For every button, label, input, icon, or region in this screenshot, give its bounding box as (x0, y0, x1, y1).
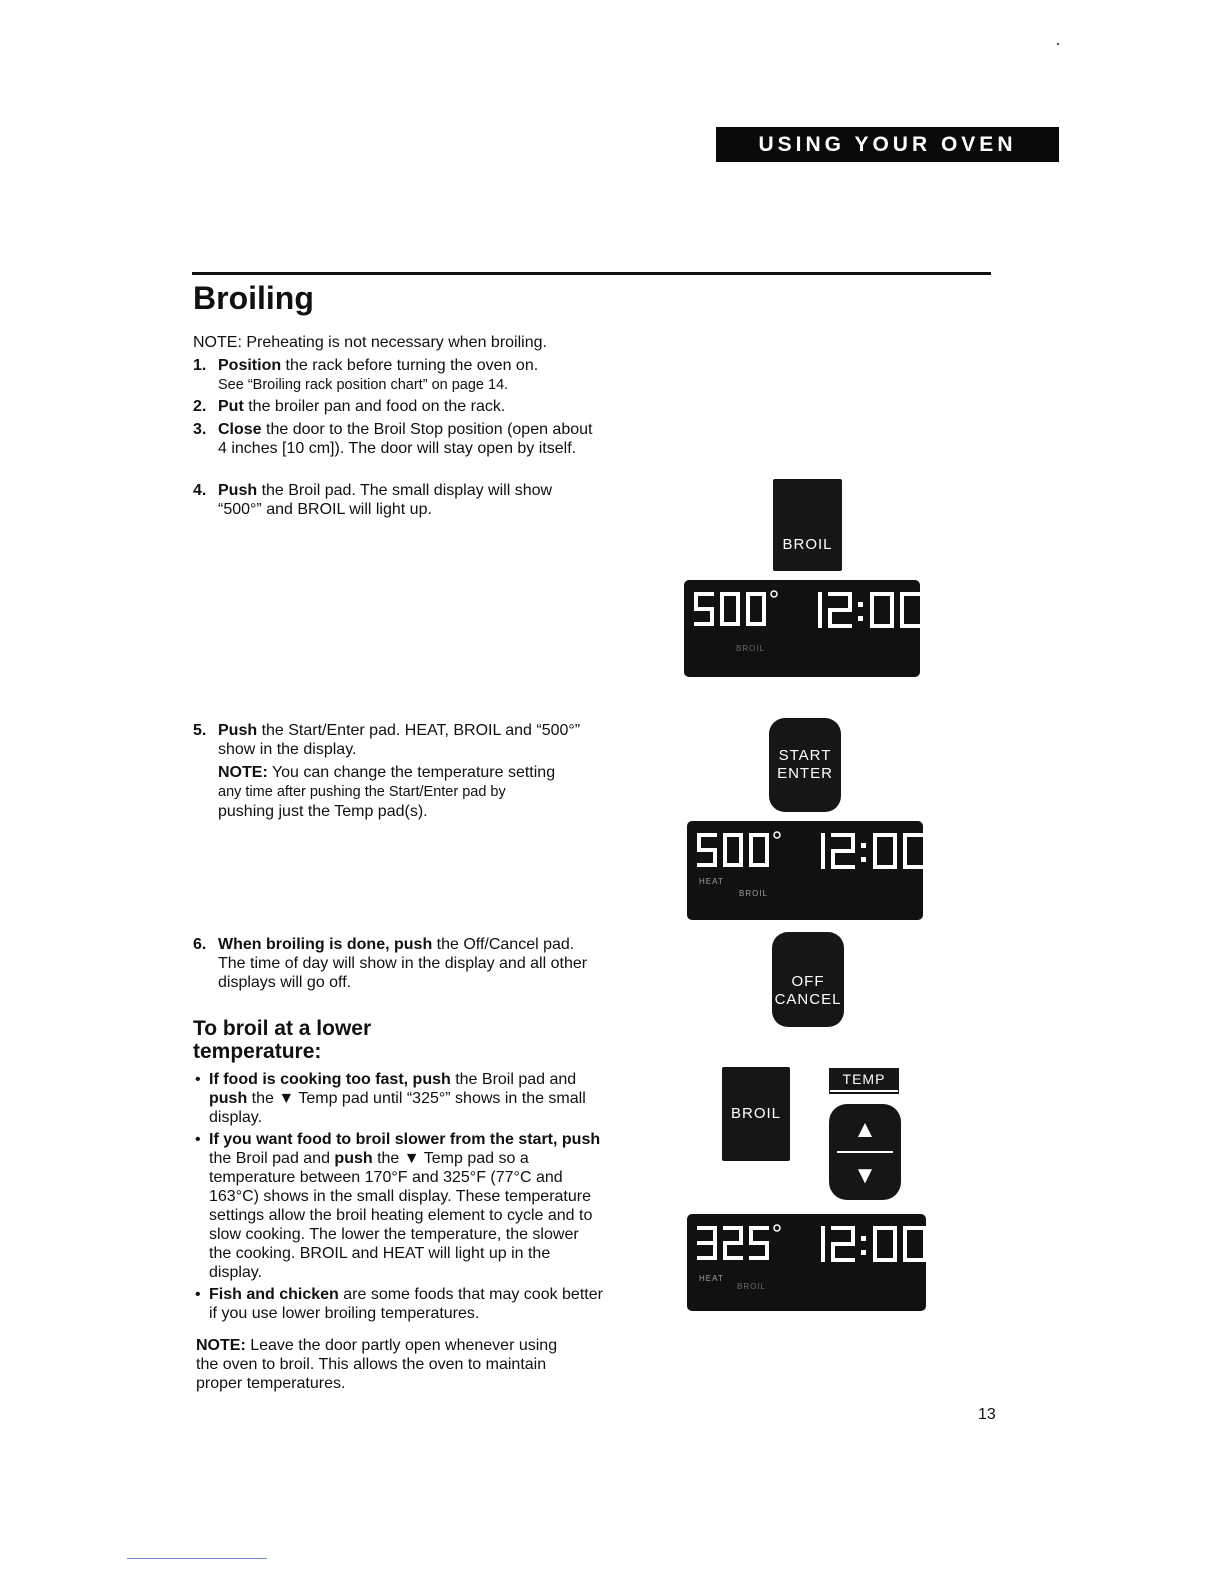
step-number: 5. (193, 722, 207, 739)
display-heat-indicator: HEAT (699, 1274, 724, 1283)
intro-note (193, 333, 547, 352)
display-segment (923, 1226, 926, 1244)
step-number: 3. (193, 421, 207, 438)
step-number: 1. (193, 357, 207, 374)
bullet-text: are some foods that may cook better if you use lower broiling temperatures. (209, 1286, 603, 1322)
display-segment (694, 622, 714, 626)
step-keyword: Push (218, 722, 258, 739)
off-cancel-pad[interactable] (772, 932, 844, 1027)
display-segment (694, 607, 714, 611)
page-number: 13 (978, 1406, 996, 1423)
display-segment (697, 863, 717, 867)
display-segment (723, 850, 727, 867)
display-digits (684, 580, 920, 677)
display-segment (821, 833, 825, 851)
display-segment (739, 1226, 743, 1243)
intro-note-label: NOTE: (193, 334, 242, 351)
bullet-keyword: Fish and chicken (209, 1286, 339, 1303)
display-segment (861, 1250, 866, 1255)
display-segment (821, 1244, 825, 1262)
display-segment (821, 1226, 825, 1244)
temp-arrow-pad[interactable] (829, 1104, 901, 1200)
display-segment (697, 833, 701, 850)
step-keyword: Close (218, 421, 262, 438)
step-keyword: Push (218, 482, 258, 499)
step-number: 4. (193, 482, 207, 499)
display-segment (851, 833, 855, 851)
bullet-dot: • (195, 1286, 201, 1303)
display-broil-indicator: BROIL (739, 889, 769, 898)
bullet-text: the Broil pad and (450, 1071, 577, 1088)
start-enter-pad[interactable] (769, 718, 841, 812)
display-segment (697, 1256, 717, 1260)
bullet-keyword: If you want food to broil slower from the start, push (209, 1131, 601, 1148)
display-segment (873, 1244, 877, 1262)
display-segment (861, 1236, 866, 1241)
step-1 (193, 356, 603, 395)
oven-display-2 (687, 821, 923, 920)
display-segment (903, 1244, 907, 1262)
display-segment (723, 1243, 727, 1260)
display-segment (903, 1226, 907, 1244)
lower-temp-bullets (195, 1070, 605, 1326)
broil-pad-label: BROIL (730, 1105, 781, 1122)
step-note-label: NOTE: (218, 764, 268, 781)
display-segment (861, 857, 866, 862)
step-keyword: Put (218, 398, 244, 415)
display-segment (713, 1226, 717, 1243)
step-text: the rack before turning the oven on. (281, 357, 539, 374)
temp-down-icon[interactable]: ▼ (853, 1162, 877, 1189)
display-segment (831, 851, 835, 869)
step-text: the Broil pad. The small display will show “500°” and BROIL will light up. (218, 482, 553, 518)
step-3 (193, 420, 593, 458)
display-segment (720, 609, 724, 626)
display-segment (818, 592, 822, 610)
display-segment (851, 1226, 855, 1244)
display-segment (858, 602, 863, 607)
display-segment (890, 592, 894, 610)
step-number: 6. (193, 936, 207, 953)
display-segment (746, 609, 750, 626)
broil-pad-label: BROIL (782, 536, 833, 553)
display-segment (873, 833, 877, 851)
display-segment (749, 833, 753, 850)
end-note-label: NOTE: (196, 1337, 246, 1354)
display-broil-indicator: BROIL (736, 644, 766, 653)
step-text: the Off/Cancel pad. The time of day will show in the display and all other displays will go off. (218, 936, 588, 991)
display-segment (848, 592, 852, 610)
step-text: the broiler pan and food on the rack. (243, 398, 506, 415)
display-degree-mark (771, 591, 777, 597)
intro-note-text: Preheating is not necessary when broiling. (241, 334, 547, 351)
display-segment (831, 849, 855, 853)
end-note (196, 1336, 576, 1393)
step-4 (193, 481, 593, 519)
bullet-dot: • (195, 1131, 201, 1148)
oven-display-3 (687, 1214, 926, 1311)
display-segment (861, 843, 866, 848)
lower-temp-heading (193, 1017, 371, 1063)
display-segment (746, 592, 750, 609)
bullet-keyword: If food is cooking too fast, push (209, 1071, 451, 1088)
display-segment (873, 1226, 877, 1244)
step-text: the Start/Enter pad. HEAT, BROIL and “500°” show in the display. (218, 722, 581, 758)
display-segment (828, 608, 852, 612)
temp-label: TEMP (829, 1068, 899, 1090)
display-segment (736, 592, 740, 609)
display-segment (720, 592, 724, 609)
display-segment (818, 610, 822, 628)
step-keyword: When broiling is done, push (218, 936, 433, 953)
cancel-label: CANCEL (774, 990, 842, 1008)
step-note-end: pushing just the Temp pad(s). (218, 803, 428, 820)
bullet-text: the Broil pad and (209, 1150, 335, 1167)
display-segment (723, 1241, 743, 1245)
display-digits (687, 821, 923, 920)
display-segment (821, 851, 825, 869)
title-rule (192, 272, 991, 275)
display-segment (903, 833, 907, 851)
display-segment (697, 848, 717, 852)
bullet-item (195, 1130, 605, 1282)
step-5-note (218, 763, 593, 821)
step-note-text: You can change the temperature setting (267, 764, 556, 781)
display-segment (765, 833, 769, 850)
step-5 (193, 721, 593, 821)
display-segment (873, 851, 877, 869)
display-segment (893, 833, 897, 851)
display-segment (828, 610, 832, 628)
display-segment (749, 850, 753, 867)
off-label: OFF (791, 972, 825, 990)
start-label: START (778, 747, 832, 764)
bullet-keyword-2: push (209, 1090, 248, 1107)
display-segment (870, 610, 874, 628)
display-segment (697, 1241, 717, 1245)
step-note-subtext: any time after pushing the Start/Enter pad by (218, 784, 506, 800)
bullet-dot: • (195, 1071, 201, 1088)
step-subtext: See “Broiling rack position chart” on page 14. (218, 377, 509, 393)
display-segment (723, 833, 727, 850)
display-segment (903, 851, 907, 869)
display-segment (749, 1241, 769, 1245)
display-segment (749, 1226, 753, 1243)
display-segment (858, 616, 863, 621)
step-number: 2. (193, 398, 207, 415)
display-segment (870, 592, 874, 610)
display-segment (831, 1244, 835, 1262)
display-degree-mark (774, 1225, 780, 1231)
display-segment (749, 1256, 769, 1260)
broil-pad[interactable] (773, 479, 842, 571)
display-segment (762, 592, 766, 609)
bullet-item (195, 1285, 605, 1323)
display-segment (694, 592, 698, 609)
step-6 (193, 935, 593, 992)
temp-pad-divider (837, 1151, 893, 1153)
section-tag: USING YOUR OVEN (716, 127, 1059, 162)
bullet-item (195, 1070, 605, 1127)
step-keyword: Position (218, 357, 282, 374)
display-degree-mark (774, 832, 780, 838)
lower-temp-heading-line2: temperature: (193, 1040, 322, 1063)
step-2 (193, 397, 603, 416)
temp-up-icon[interactable]: ▲ (853, 1116, 877, 1143)
enter-label: ENTER (777, 765, 833, 782)
footer-rule (127, 1558, 267, 1559)
end-note-text: Leave the door partly open whenever using the oven to broil. This allows the oven to maintain proper temperatures. (196, 1337, 558, 1392)
bullet-keyword-2: push (334, 1150, 373, 1167)
display-broil-indicator: BROIL (737, 1282, 767, 1291)
bullet-text-2: the ▼ Temp pad until “325°” shows in the small display. (209, 1090, 586, 1126)
display-segment (900, 592, 904, 610)
page-speck (1057, 43, 1059, 45)
bullet-text-2: the ▼ Temp pad so a temperature between 170°F and 325°F (77°C and 163°C) shows in the small display. These temperature settings allow the broil heating element to cycle and to slow cooking. The lower the temperature, the slower the cooking. BROIL and HEAT will light up in the display. (209, 1150, 593, 1281)
broil-pad-2[interactable] (722, 1067, 790, 1161)
display-segment (893, 1226, 897, 1244)
display-heat-indicator: HEAT (699, 877, 724, 886)
lower-temp-heading-line1: To broil at a lower (193, 1017, 372, 1040)
page-title: Broiling (193, 280, 314, 316)
step-text: the door to the Broil Stop position (open about 4 inches [10 cm]). The door will stay open by itself. (218, 421, 593, 457)
oven-display-1 (684, 580, 920, 677)
display-digits (687, 1214, 926, 1311)
display-segment (831, 1242, 855, 1246)
display-segment (739, 833, 743, 850)
display-segment (900, 610, 904, 628)
